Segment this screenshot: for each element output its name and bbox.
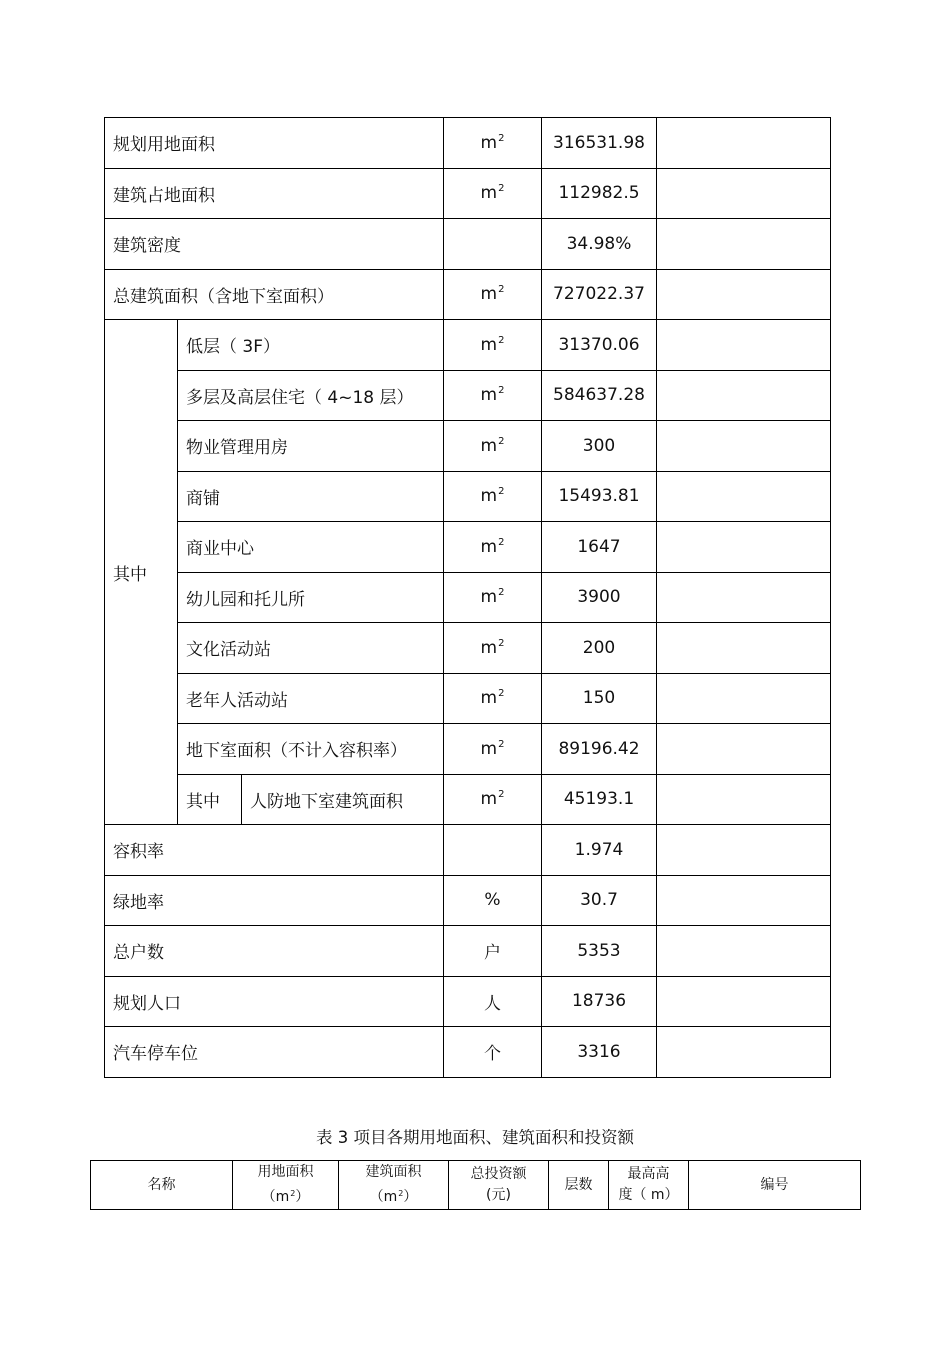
remark-cell — [657, 774, 831, 825]
row-label: 老年人活动站 — [178, 673, 444, 724]
unit-cell: $m^2$ — [444, 522, 542, 573]
remark-cell — [657, 522, 831, 573]
row-label: 商业中心 — [178, 522, 444, 573]
remark-cell — [657, 320, 831, 371]
value-cell: 34.98% — [542, 219, 657, 270]
row-label: 幼儿园和托儿所 — [178, 572, 444, 623]
remark-cell — [657, 421, 831, 472]
unit-cell: $m^2$ — [444, 269, 542, 320]
unit-cell: $m^2$ — [444, 673, 542, 724]
unit-cell: $m^2$ — [444, 168, 542, 219]
remark-cell — [657, 976, 831, 1027]
unit-cell: $m^2$ — [444, 370, 542, 421]
remark-cell — [657, 825, 831, 876]
table-row — [105, 926, 831, 977]
header-code: 编号 — [689, 1161, 861, 1210]
table-row — [105, 471, 831, 522]
value-cell: 200 — [542, 623, 657, 674]
remark-cell — [657, 118, 831, 169]
unit-cell — [444, 825, 542, 876]
row-label: 绿地率 — [105, 875, 444, 926]
value-cell: 3900 — [542, 572, 657, 623]
row-label: 多层及高层住宅（ 4~18 层） — [178, 370, 444, 421]
value-cell: 5353 — [542, 926, 657, 977]
row-label: 规划人口 — [105, 976, 444, 1027]
table-row — [105, 825, 831, 876]
value-cell: 150 — [542, 673, 657, 724]
value-cell: 112982.5 — [542, 168, 657, 219]
remark-cell — [657, 875, 831, 926]
row-label: 建筑占地面积 — [105, 168, 444, 219]
table-header-row — [91, 1161, 861, 1210]
value-cell: 30.7 — [542, 875, 657, 926]
header-name: 名称 — [91, 1161, 233, 1210]
header-max-height: 最高高 度（ m） — [609, 1161, 689, 1210]
table-row — [105, 168, 831, 219]
value-cell: 45193.1 — [542, 774, 657, 825]
unit-cell: % — [444, 875, 542, 926]
table-row — [105, 976, 831, 1027]
value-cell: 1.974 — [542, 825, 657, 876]
row-label: 总户数 — [105, 926, 444, 977]
value-cell: 3316 — [542, 1027, 657, 1078]
value-cell: 18736 — [542, 976, 657, 1027]
table-row — [105, 1027, 831, 1078]
table-row — [105, 320, 831, 371]
nested-group-label: 其中 — [178, 774, 242, 825]
remark-cell — [657, 370, 831, 421]
table-row — [105, 623, 831, 674]
value-cell: 584637.28 — [542, 370, 657, 421]
value-cell: 15493.81 — [542, 471, 657, 522]
remark-cell — [657, 673, 831, 724]
remark-cell — [657, 926, 831, 977]
row-label: 物业管理用房 — [178, 421, 444, 472]
value-cell: 727022.37 — [542, 269, 657, 320]
table-row — [105, 774, 831, 825]
unit-cell: $m^2$ — [444, 421, 542, 472]
table-row — [105, 522, 831, 573]
value-cell: 31370.06 — [542, 320, 657, 371]
phase-table — [90, 1160, 861, 1210]
table-row — [105, 673, 831, 724]
remark-cell — [657, 623, 831, 674]
unit-cell: 人 — [444, 976, 542, 1027]
header-floors: 层数 — [549, 1161, 609, 1210]
header-land-area: 用地面积 $(m^2)$ — [233, 1161, 339, 1210]
row-label: 建筑密度 — [105, 219, 444, 270]
unit-cell: $m^2$ — [444, 774, 542, 825]
value-cell: 89196.42 — [542, 724, 657, 775]
remark-cell — [657, 471, 831, 522]
table-row — [105, 118, 831, 169]
table-row — [105, 572, 831, 623]
table-row — [105, 219, 831, 270]
row-label: 地下室面积（不计入容积率） — [178, 724, 444, 775]
remark-cell — [657, 1027, 831, 1078]
remark-cell — [657, 572, 831, 623]
row-label: 容积率 — [105, 825, 444, 876]
row-label: 汽车停车位 — [105, 1027, 444, 1078]
unit-cell: $m^2$ — [444, 118, 542, 169]
row-label: 低层（ 3F） — [178, 320, 444, 371]
group-label: 其中 — [105, 320, 178, 825]
unit-cell: $m^2$ — [444, 320, 542, 371]
value-cell: 316531.98 — [542, 118, 657, 169]
row-label: 人防地下室建筑面积 — [242, 774, 444, 825]
row-label: 总建筑面积（含地下室面积） — [105, 269, 444, 320]
unit-cell — [444, 219, 542, 270]
unit-cell: 个 — [444, 1027, 542, 1078]
row-label: 商铺 — [178, 471, 444, 522]
table-row — [105, 269, 831, 320]
unit-cell: $m^2$ — [444, 623, 542, 674]
value-cell: 300 — [542, 421, 657, 472]
table-row — [105, 875, 831, 926]
remark-cell — [657, 269, 831, 320]
indicator-table — [104, 117, 831, 1078]
row-label: 文化活动站 — [178, 623, 444, 674]
remark-cell — [657, 219, 831, 270]
table-row — [105, 724, 831, 775]
unit-cell: $m^2$ — [444, 724, 542, 775]
unit-cell: $m^2$ — [444, 471, 542, 522]
remark-cell — [657, 168, 831, 219]
row-label: 规划用地面积 — [105, 118, 444, 169]
remark-cell — [657, 724, 831, 775]
table-caption: 表 3 项目各期用地面积、建筑面积和投资额 — [316, 1128, 634, 1147]
value-cell: 1647 — [542, 522, 657, 573]
unit-cell: $m^2$ — [444, 572, 542, 623]
header-investment: 总投资额 (元) — [449, 1161, 549, 1210]
header-building-area: 建筑面积 $(m^2)$ — [339, 1161, 449, 1210]
unit-cell: 户 — [444, 926, 542, 977]
table-row — [105, 421, 831, 472]
table-row — [105, 370, 831, 421]
